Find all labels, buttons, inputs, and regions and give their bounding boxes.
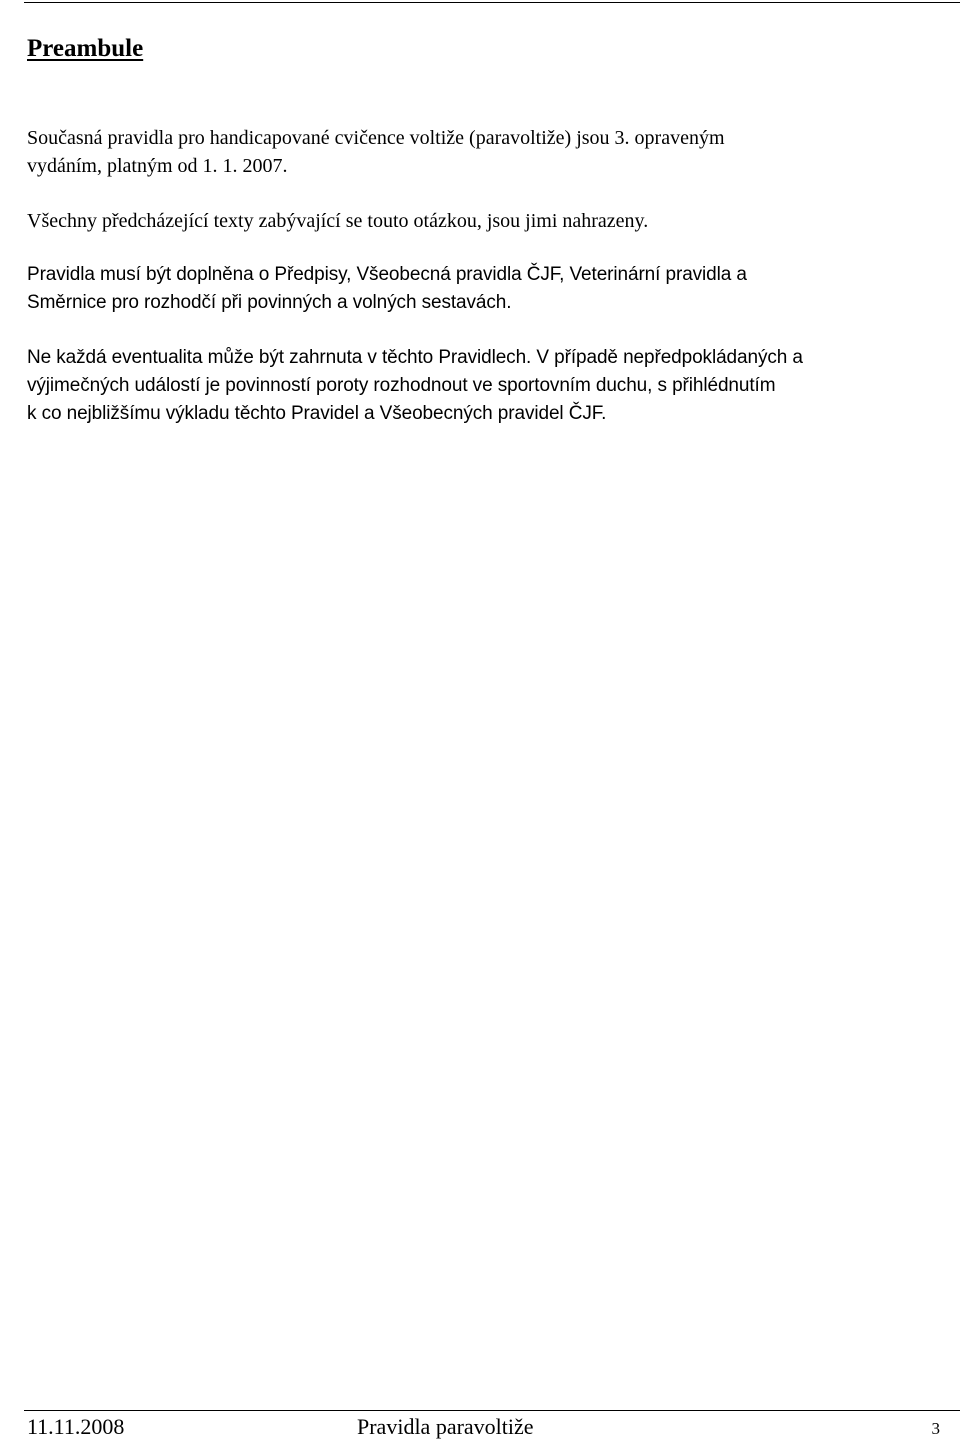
footer-rule bbox=[24, 1410, 960, 1411]
paragraph-line: Všechny předcházející texty zabývající se touto otázkou, jsou jimi nahrazeny. bbox=[27, 210, 649, 232]
page-heading: Preambule bbox=[27, 35, 144, 62]
top-rule bbox=[24, 2, 960, 3]
paragraph-line: Ne každá eventualita může být zahrnuta v těchto Pravidlech. V případě nepředpokládaných a bbox=[27, 347, 803, 368]
footer-date: 11.11.2008 bbox=[27, 1414, 125, 1439]
paragraph-replacement bbox=[27, 207, 933, 235]
paragraph-line: vydáním, platným od 1. 1. 2007. bbox=[27, 155, 288, 177]
paragraph-line: výjimečných událostí je povinností poroty rozhodnout ve sportovním duchu, s přihlédnutím bbox=[27, 375, 776, 396]
paragraph-unforeseen-events bbox=[27, 344, 933, 428]
paragraph-line: Současná pravidla pro handicapované cvičence voltiže (paravoltiže) jsou 3. opraveným bbox=[27, 127, 725, 149]
footer-title: Pravidla paravoltiže bbox=[357, 1414, 534, 1439]
document-body bbox=[27, 124, 933, 428]
paragraph-supplements bbox=[27, 261, 933, 317]
paragraph-line: Směrnice pro rozhodčí při povinných a volných sestavách. bbox=[27, 292, 512, 313]
page-footer bbox=[27, 1413, 940, 1441]
footer-page-number: 3 bbox=[931, 1419, 940, 1438]
paragraph-line: Pravidla musí být doplněna o Předpisy, Všeobecná pravidla ČJF, Veterinární pravidla a bbox=[27, 264, 747, 285]
paragraph-validity bbox=[27, 124, 933, 180]
paragraph-line: k co nejbližšímu výkladu těchto Pravidel a Všeobecných pravidel ČJF. bbox=[27, 403, 607, 424]
